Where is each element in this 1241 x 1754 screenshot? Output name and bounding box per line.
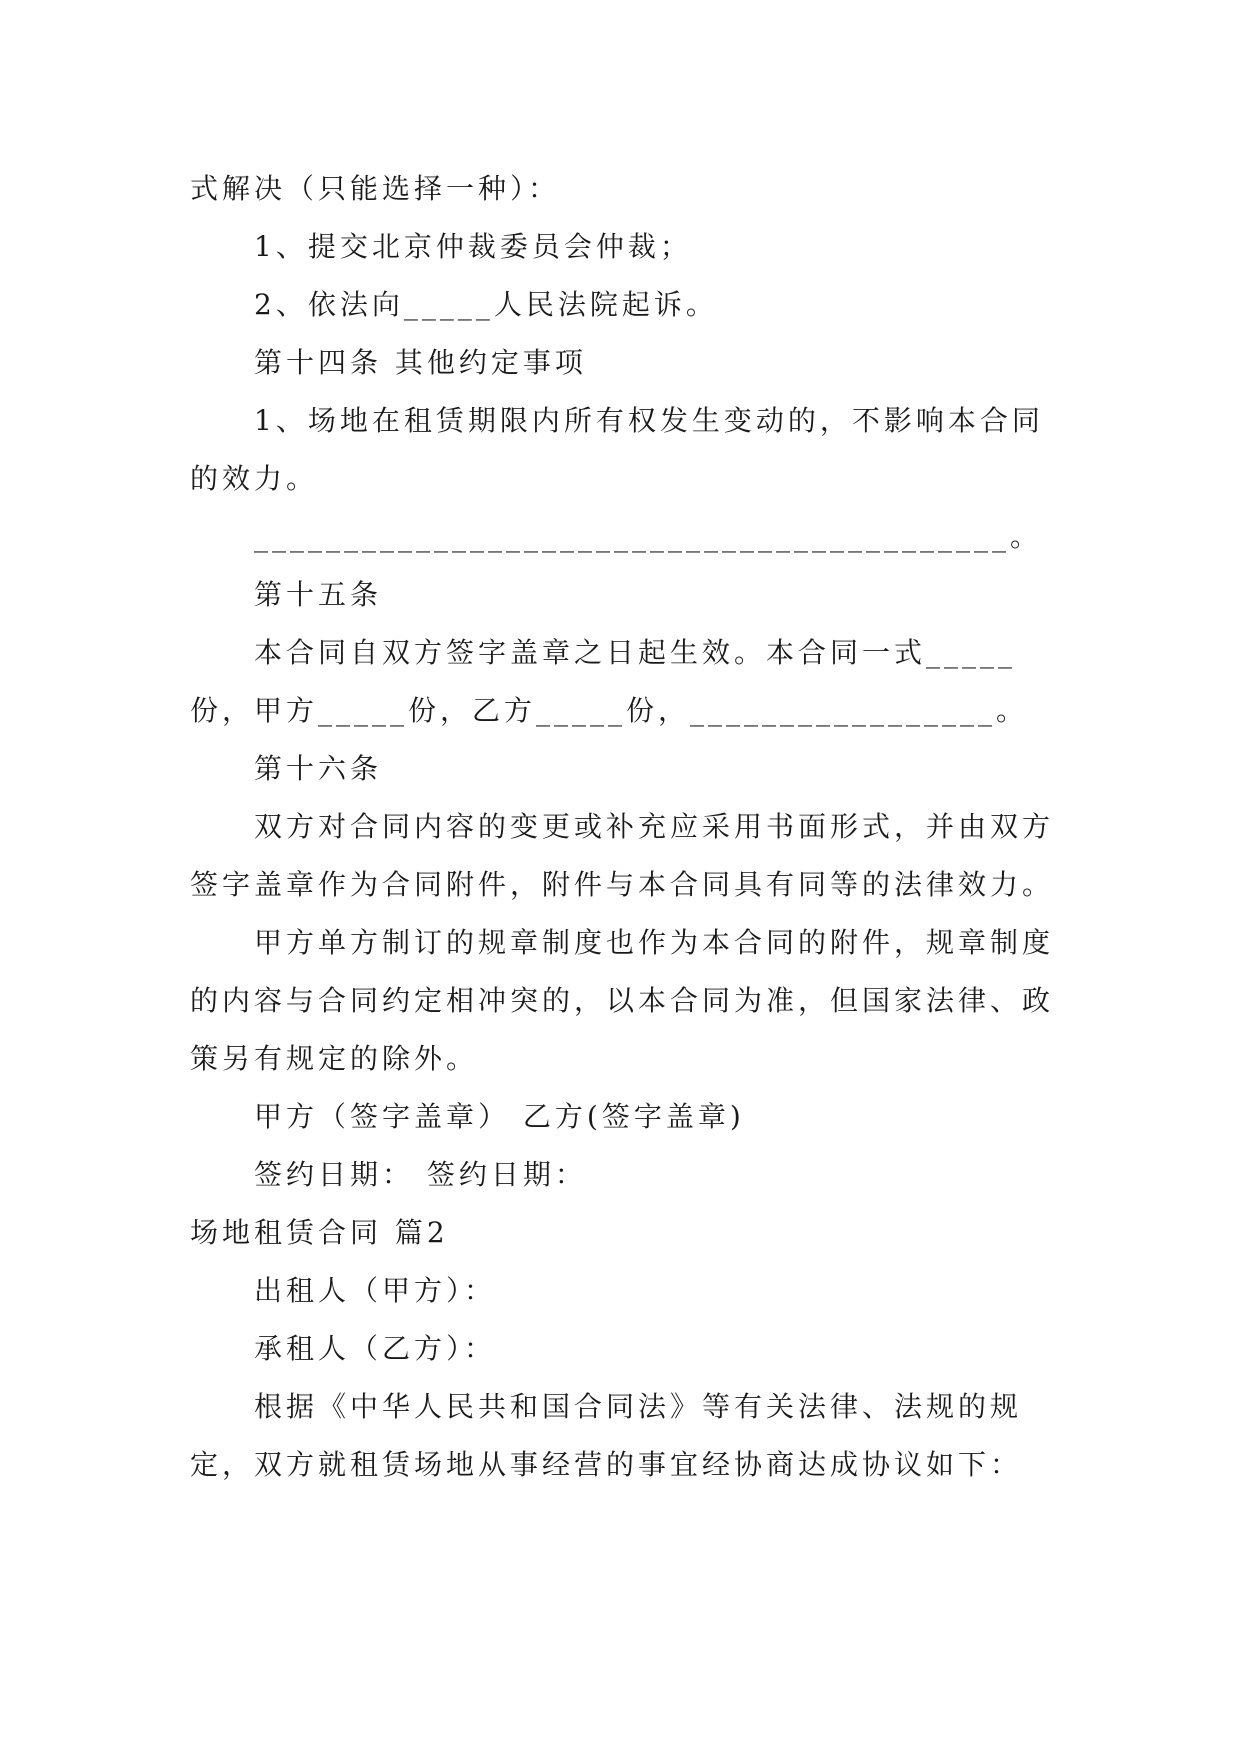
paragraph-signing-dates: 签约日期： 签约日期： xyxy=(254,1158,587,1191)
paragraph-court-option: 2、依法向_____人民法院起诉。 xyxy=(254,288,718,321)
heading-article-16: 第十六条 xyxy=(254,752,383,785)
paragraph-lessee: 承租人（乙方）： xyxy=(254,1332,497,1365)
paragraph-effectiveness-copies: 本合同自双方签字盖章之日起生效。本合同一式_____份，甲方_____份，乙方_____份，_________________。 xyxy=(190,636,1029,727)
paragraph-legal-basis: 根据《中华人民共和国合同法》等有关法律、法规的规定，双方就租赁场地从事经营的事宜经协商达成协议如下： xyxy=(190,1390,1023,1481)
heading-article-15: 第十五条 xyxy=(254,578,383,611)
heading-article-14: 第十四条 其他约定事项 xyxy=(254,346,587,379)
paragraph-dispute-resolution-intro: 式解决（只能选择一种）： xyxy=(190,172,561,205)
paragraph-amendments: 双方对合同内容的变更或补充应采用书面形式，并由双方签字盖章作为合同附件，附件与本合同具有同等的法律效力。 xyxy=(190,810,1055,901)
section-title-contract-2: 场地租赁合同 篇2 xyxy=(190,1216,449,1249)
paragraph-lessor: 出租人（甲方）： xyxy=(254,1274,497,1307)
document-body xyxy=(190,160,1070,1494)
paragraph-signatures: 甲方（签字盖章） 乙方(签字盖章) xyxy=(254,1100,745,1133)
paragraph-arbitration-option: 1、提交北京仲裁委员会仲裁； xyxy=(254,230,692,263)
paragraph-ownership-change: 1、场地在租赁期限内所有权发生变动的，不影响本合同的效力。 xyxy=(190,404,1044,495)
paragraph-blank-line: __________________________________________。 xyxy=(254,520,1043,553)
paragraph-rules-attachment: 甲方单方制订的规章制度也作为本合同的附件，规章制度的内容与合同约定相冲突的，以本合同为准，但国家法律、政策另有规定的除外。 xyxy=(190,926,1055,1075)
